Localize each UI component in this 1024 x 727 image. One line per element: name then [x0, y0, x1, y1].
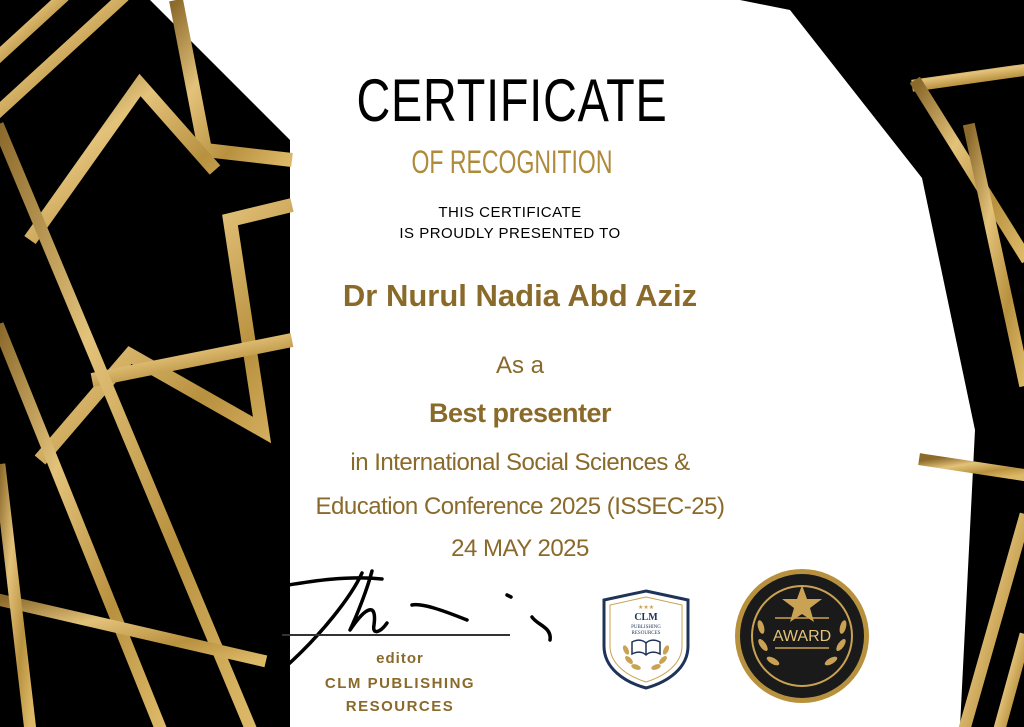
recipient-name: Dr Nurul Nadia Abd Aziz — [342, 278, 698, 313]
logo-text-publishing: PUBLISHING — [631, 625, 661, 630]
signatory-org-line-1: CLM PUBLISHING — [324, 675, 476, 692]
signatory-role: editor — [376, 650, 424, 667]
certificate-subtitle: OF RECOGNITION — [411, 144, 613, 180]
award-badge — [733, 567, 871, 705]
svg-text:★★★: ★★★ — [638, 604, 655, 611]
presented-line-2: IS PROUDLY PRESENTED TO — [399, 225, 621, 242]
logo-text-clm: CLM — [634, 612, 658, 623]
signature-line — [282, 634, 510, 636]
certificate-title: CERTIFICATE — [356, 67, 668, 134]
clm-publishing-logo — [598, 588, 694, 690]
conference-line-1: in International Social Sciences & — [350, 449, 690, 476]
certificate-date: 24 MAY 2025 — [451, 535, 589, 562]
conference-line-2: Education Conference 2025 (ISSEC-25) — [315, 493, 725, 520]
signatory-org-line-2: RESOURCES — [345, 698, 455, 715]
badge-label: AWARD — [772, 628, 832, 645]
presented-line-1: THIS CERTIFICATE — [438, 204, 582, 221]
as-a-text: As a — [495, 352, 545, 379]
logo-text-resources: RESOURCES — [631, 631, 661, 636]
award-title: Best presenter — [428, 398, 612, 428]
presented-to-text — [340, 202, 680, 244]
